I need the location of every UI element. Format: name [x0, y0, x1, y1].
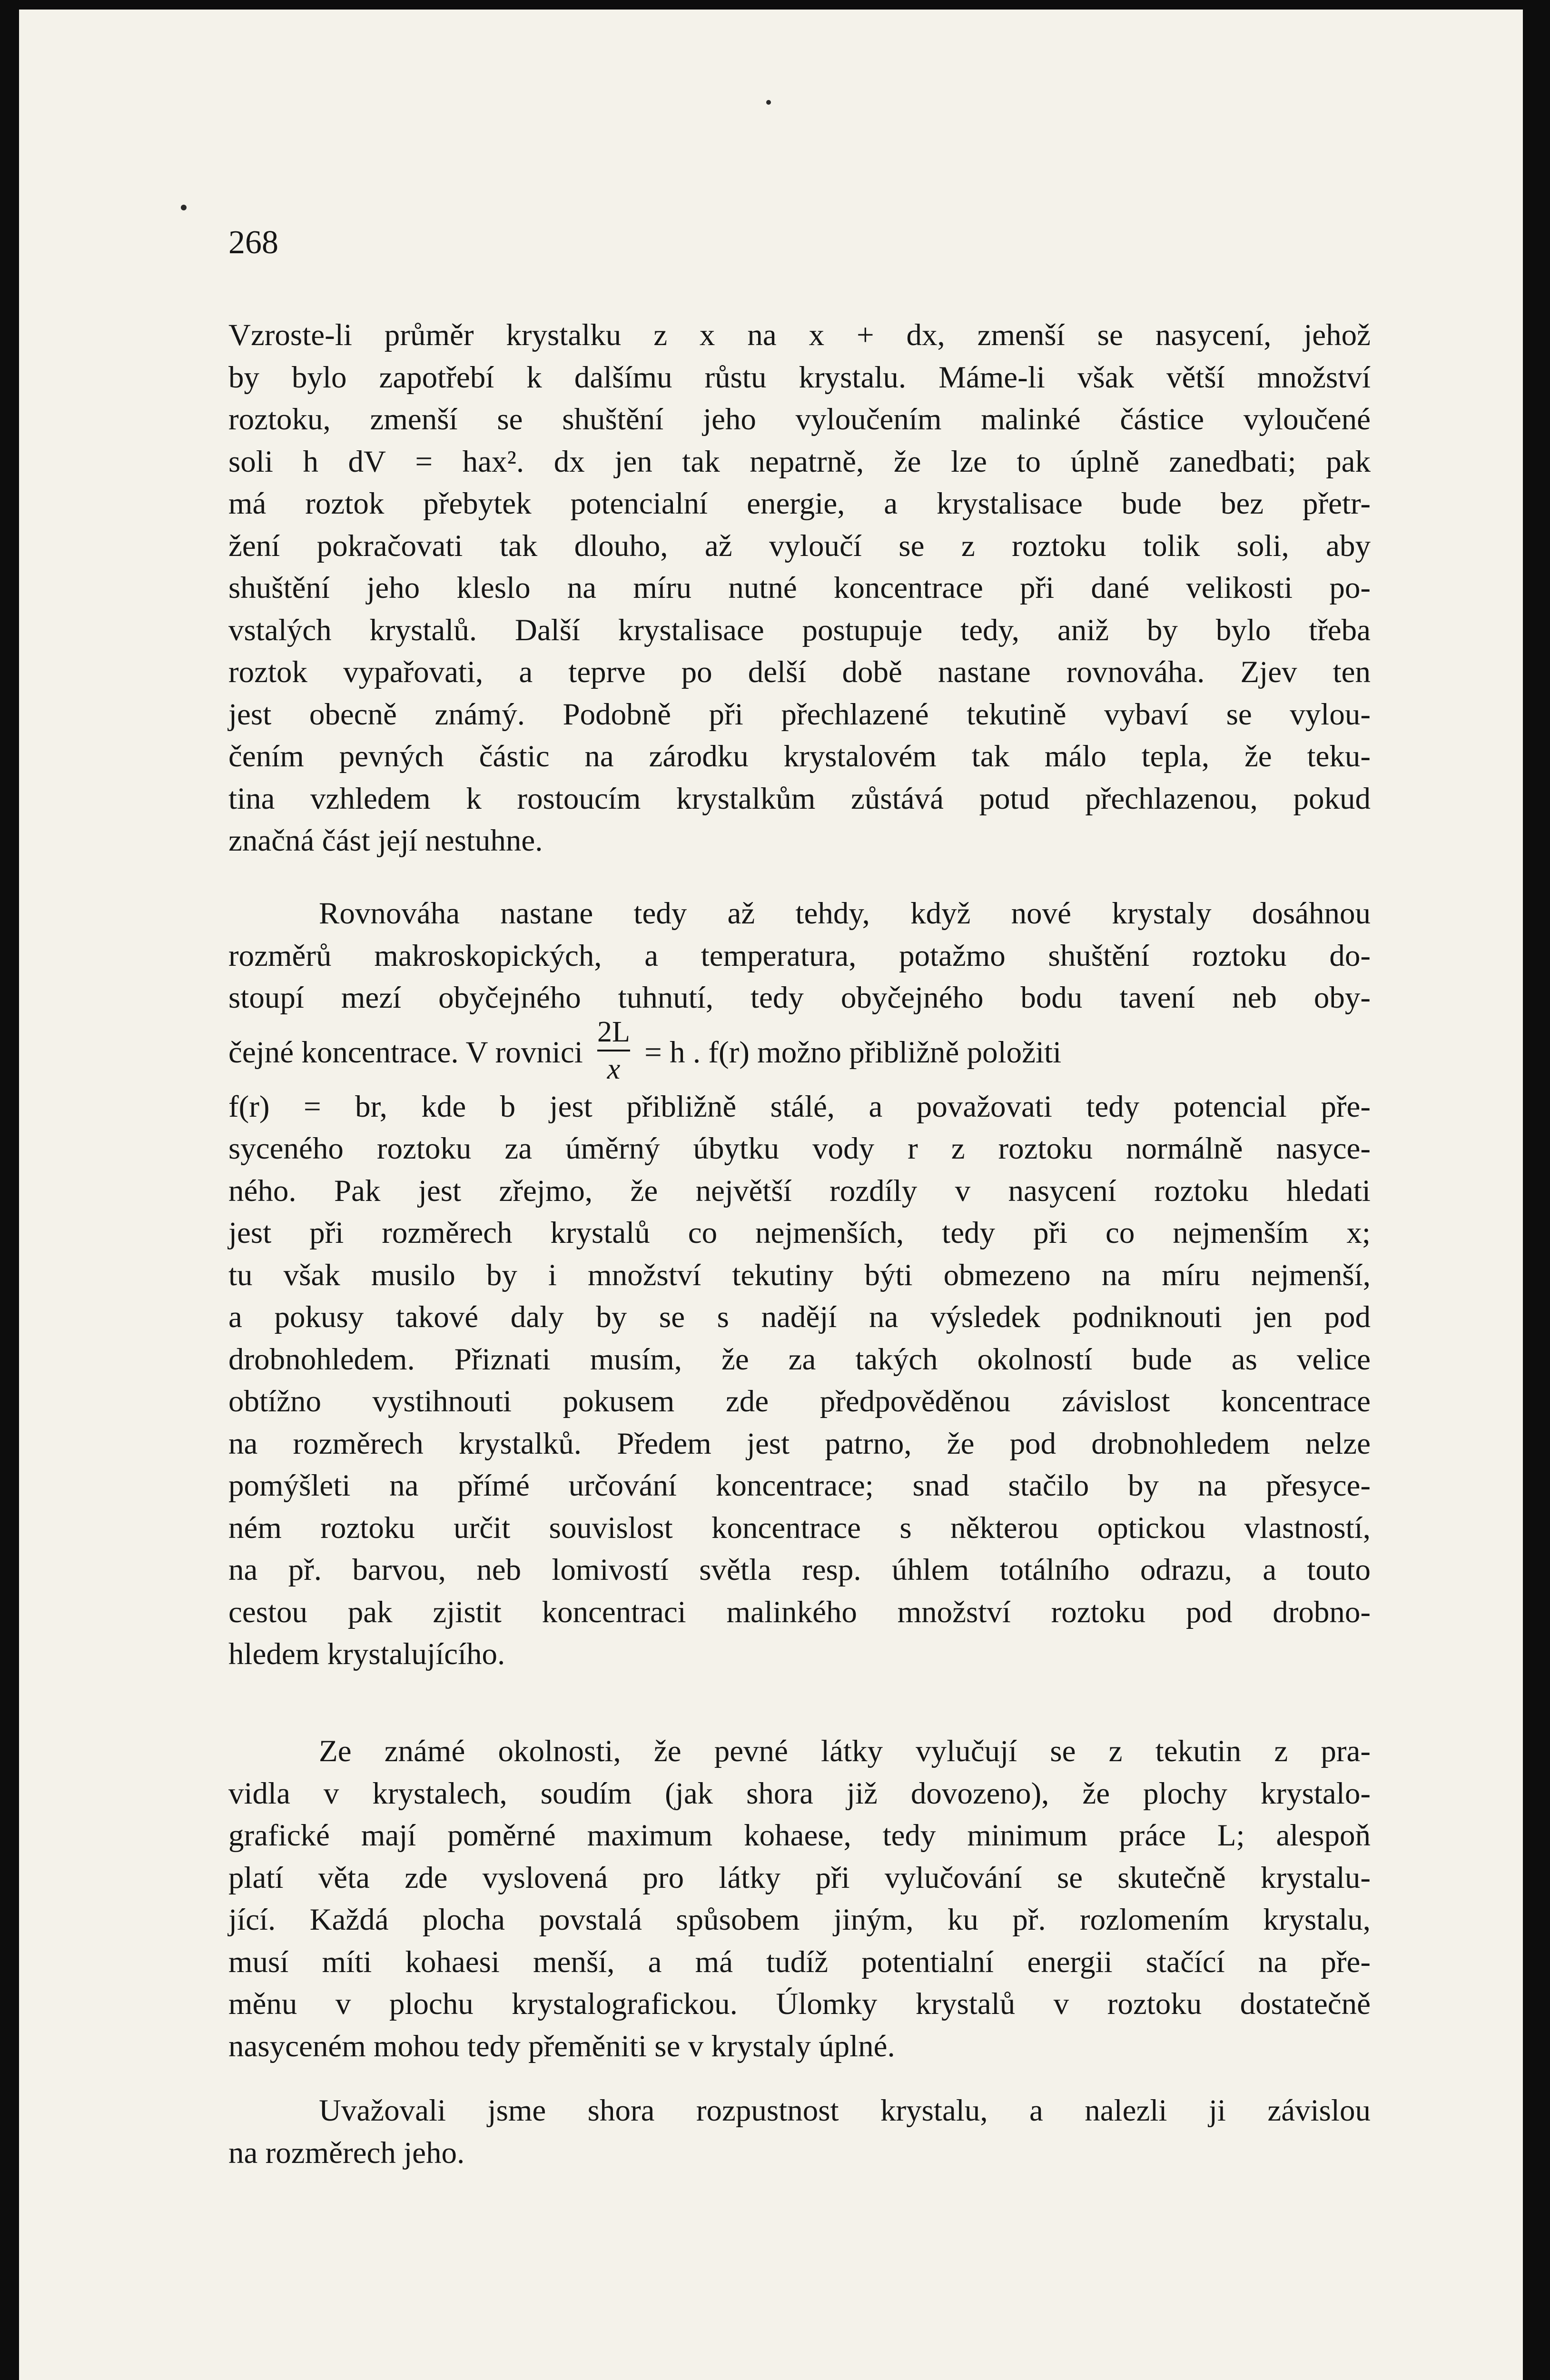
text-line: by bylo zapotřebí k dalšímu růstu krystalu. Máme-li však větší množství	[228, 360, 1371, 395]
text-line: jest při rozměrech krystalů co nejmenších, tedy při co nejmenším x;	[228, 1216, 1371, 1250]
text-line: f(r) = br, kde b jest přibližně stálé, a považovati tedy potencial pře-	[228, 1089, 1371, 1124]
formula-text-after: = h . f(r) možno přibližně položiti	[644, 1035, 1062, 1070]
paragraph-3	[228, 1730, 1371, 2067]
text-line: shuštění jeho kleslo na míru nutné koncentrace při dané velikosti po-	[228, 571, 1371, 605]
formula-line	[228, 1015, 1371, 1086]
text-line: měnu v plochu krystalografickou. Úlomky krystalů v roztoku dostatečně	[228, 1987, 1371, 2021]
text-line: ného. Pak jest zřejmo, že největší rozdíly v nasycení roztoku hledati	[228, 1173, 1371, 1208]
text-line: musí míti kohaesi menší, a má tudíž potentialní energii stačící na pře-	[228, 1944, 1371, 1979]
text-line: Vzroste-li průměr krystalku z x na x + dx, zmenší se nasycení, jehož	[228, 318, 1371, 352]
text-line: jící. Každá plocha povstalá spůsobem jiným, ku př. rozlomením krystalu,	[228, 1903, 1371, 1937]
text-line: tina vzhledem k rostoucím krystalkům zůstává potud přechlazenou, pokud	[228, 781, 1371, 816]
text-line: roztoku, zmenší se shuštění jeho vyloučením malinké částice vyloučené	[228, 402, 1371, 436]
text-line: na rozměrech krystalků. Předem jest patrno, že pod drobnohledem nelze	[228, 1426, 1371, 1461]
text-line: syceného roztoku za úměrný úbytku vody r z roztoku normálně nasyce-	[228, 1131, 1371, 1166]
scan-speck	[181, 205, 187, 210]
text-line: Ze známé okolnosti, že pevné látky vylučují se z tekutin z pra-	[319, 1734, 1371, 1768]
paragraph-2	[228, 892, 1371, 1676]
page-number: 268	[228, 224, 278, 261]
text-line: má roztok přebytek potencialní energie, a krystalisace bude bez přetr-	[228, 486, 1371, 521]
text-line: soli h dV = hax². dx jen tak nepatrně, že lze to úplně zanedbati; pak	[228, 444, 1371, 479]
text-line: Rovnováha nastane tedy až tehdy, když nové krystaly dosáhnou	[319, 896, 1371, 931]
text-line: cestou pak zjistit koncentraci malinkého množství roztoku pod drobno-	[228, 1595, 1371, 1629]
text-line: žení pokračovati tak dlouho, až vyloučí se z roztoku tolik soli, aby	[228, 528, 1371, 563]
text-line: na rozměrech jeho.	[228, 2135, 465, 2170]
fraction-denominator: x	[607, 1052, 621, 1085]
text-line: a pokusy takové daly by se s nadějí na výsledek podniknouti jen pod	[228, 1300, 1371, 1334]
text-line: roztok vypařovati, a teprve po delší době nastane rovnováha. Zjev ten	[228, 655, 1371, 689]
text-line: ném roztoku určit souvislost koncentrace s některou optickou vlastností,	[228, 1510, 1371, 1545]
text-line: čením pevných částic na zárodku krystalovém tak málo tepla, že teku-	[228, 739, 1371, 774]
text-line: rozměrů makroskopických, a temperatura, potažmo shuštění roztoku do-	[228, 938, 1371, 973]
text-line: platí věta zde vyslovená pro látky při vylučování se skutečně krystalu-	[228, 1860, 1371, 1895]
paragraph-4	[228, 2090, 1371, 2174]
text-line: nasyceném mohou tedy přeměniti se v krystaly úplné.	[228, 2029, 895, 2063]
text-line: vidla v krystalech, soudím (jak shora již dovozeno), že plochy krystalo-	[228, 1776, 1371, 1811]
text-line: drobnohledem. Přiznati musím, že za takých okolností bude as velice	[228, 1342, 1371, 1377]
text-line: grafické mají poměrné maximum kohaese, tedy minimum práce L; alespoň	[228, 1818, 1371, 1853]
fraction	[597, 1015, 630, 1086]
text-line: stoupí mezí obyčejného tuhnutí, tedy obyčejného bodu tavení neb oby-	[228, 981, 1371, 1015]
text-line: pomýšleti na přímé určování koncentrace; snad stačilo by na přesyce-	[228, 1468, 1371, 1503]
text-line: Uvažovali jsme shora rozpustnost krystalu, a nalezli ji závislou	[319, 2093, 1371, 2128]
text-line: vstalých krystalů. Další krystalisace postupuje tedy, aniž by bylo třeba	[228, 613, 1371, 647]
text-line: jest obecně známý. Podobně při přechlazené tekutině vybaví se vylou-	[228, 697, 1371, 732]
text-line: na př. barvou, neb lomivostí světla resp. úhlem totálního odrazu, a touto	[228, 1553, 1371, 1587]
text-line: značná část její nestuhne.	[228, 823, 543, 858]
scanned-page	[19, 10, 1523, 2380]
fraction-bar	[597, 1050, 630, 1051]
formula-text-before: čejné koncentrace. V rovnici	[228, 1035, 583, 1070]
fraction-numerator: 2L	[597, 1015, 630, 1048]
scan-speck	[766, 100, 771, 105]
text-line: tu však musilo by i množství tekutiny býti obmezeno na míru nejmenší,	[228, 1258, 1371, 1292]
text-line: obtížno vystihnouti pokusem zde předpověděnou závislost koncentrace	[228, 1384, 1371, 1418]
text-line: hledem krystalujícího.	[228, 1637, 505, 1671]
paragraph-1	[228, 314, 1371, 862]
